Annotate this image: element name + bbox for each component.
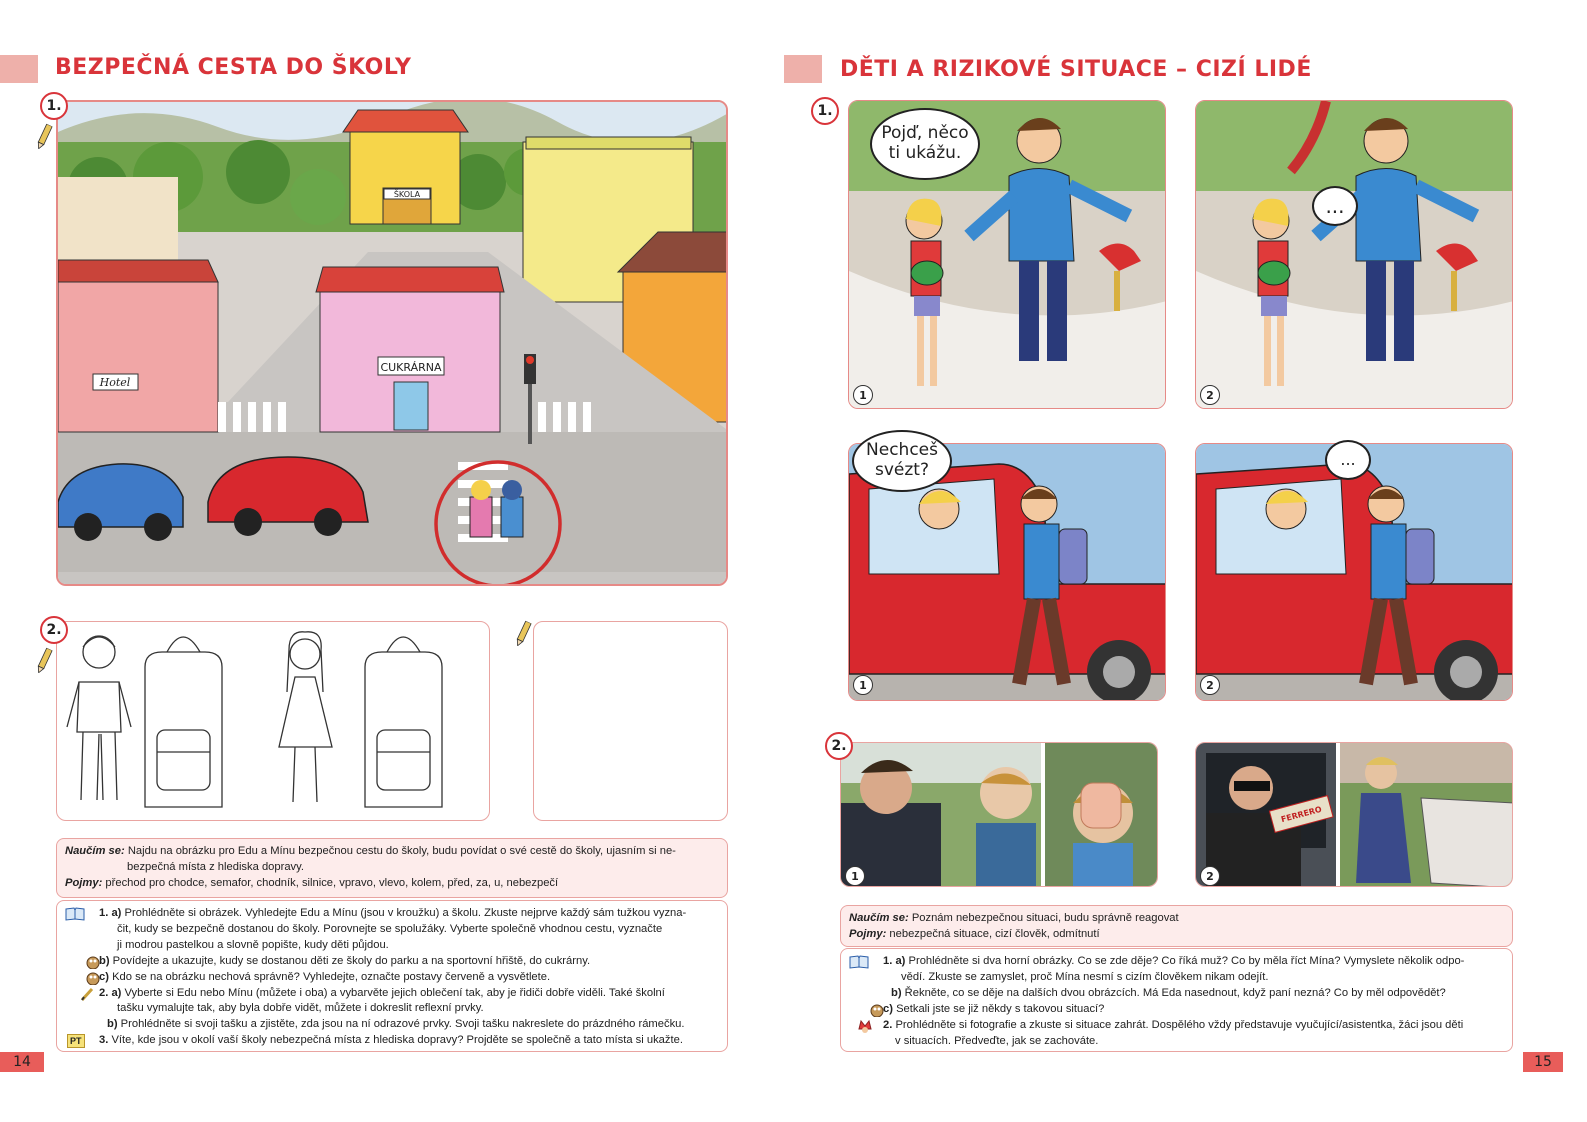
terms-text: nebezpečná situace, cizí člověk, odmítnutí xyxy=(889,927,1100,940)
task-line: 2. Prohlédněte si fotografie a zkuste si situace zahrát. Dospělého vždy představuje vyučující/asistentka, žáci jsou děti xyxy=(849,1018,1504,1034)
task-line: vědí. Zkuste se zamyslet, proč Mína nesmí s cizím člověkem nikam odejít. xyxy=(901,970,1269,983)
pencil-icon xyxy=(35,648,53,675)
speech-bubble-girl: ... xyxy=(1312,186,1358,226)
task-line: 1. a) Prohlédněte si dva horní obrázky. Co se zde děje? Co říká muž? Co by měla říct Mína? Vymyslete několik odpo- xyxy=(849,954,1504,970)
learn-text: Najdu na obrázku pro Edu a Mínu bezpečnou cestu do školy, budu povídat o své cestě do školy, ujasním si ne- xyxy=(127,845,676,857)
speech-bubble-man: Pojď, něco ti ukážu. xyxy=(870,108,980,180)
photo-number: 1 xyxy=(845,866,865,886)
photo-pair-2 xyxy=(1195,742,1513,887)
learn-text-continued: bezpečná místa z hlediska dopravy. xyxy=(127,860,305,873)
learn-text: Poznám nebezpečnou situaci, budu správně reagovat xyxy=(911,912,1179,924)
task-line: 2. a) Vyberte si Edu nebo Mínu (můžete i oba) a vybarvěte jejich oblečení tak, aby je řidiči dobře viděli. Také školní xyxy=(65,986,719,1002)
task-line: c) Setkali jste se již někdy s takovou situací? xyxy=(849,1002,1504,1018)
street-scene-illustration xyxy=(56,100,728,586)
panel-number: 2 xyxy=(1200,675,1220,695)
learn-label: Naučím se: xyxy=(849,912,909,924)
task-line: tašku vymalujte tak, aby byla dobře vidět, můžete i dokreslit reflexní prvky. xyxy=(117,1002,484,1015)
right-exercise1-badge: 1. xyxy=(811,97,839,125)
pencil-icon xyxy=(35,124,53,151)
speech-bubble-woman: Nechceš svézt? xyxy=(852,430,952,492)
task-line: v situacích. Předveďte, jak se zachováte. xyxy=(895,1034,1099,1047)
task-line: čit, kudy se bezpečně dostanou do školy. Porovnejte se spolužáky. Vyberte společně vhodnou cestu, vyznačte xyxy=(117,922,663,935)
book-icon xyxy=(65,907,85,921)
right-title-tab xyxy=(784,55,822,83)
task-line: c) Kdo se na obrázku nechová správně? Vyhledejte, označte postavy červeně a vysvětlete. xyxy=(65,970,719,986)
panel-number: 1 xyxy=(853,675,873,695)
panel-number: 1 xyxy=(853,385,873,405)
terms-label: Pojmy: xyxy=(65,876,103,889)
pt-badge: PT xyxy=(67,1034,85,1048)
right-tasks-box xyxy=(840,948,1513,1052)
jester-icon xyxy=(855,1019,875,1033)
right-page-title: DĚTI A RIZIKOVÉ SITUACE – CIZÍ LIDÉ xyxy=(840,57,1312,82)
right-learn-box xyxy=(840,905,1513,947)
left-learn-box xyxy=(56,838,728,898)
task-line: b) Povídejte a ukazujte, kudy se dostanou děti ze školy do parku a na sportovní hřiště, do cukrárny. xyxy=(65,954,719,970)
left-page-number: 14 xyxy=(0,1052,44,1072)
right-page-number: 15 xyxy=(1523,1052,1563,1072)
owl-icon xyxy=(83,971,103,985)
coloring-frame xyxy=(56,621,490,821)
task-line: b) Prohlédněte si svoji tašku a zjistěte, zda jsou na ní odrazové prvky. Svoji tašku nakreslete do prázdného rámečku. xyxy=(107,1018,685,1031)
task-line: PT 3. Víte, kde jsou v okolí vaší školy nebezpečná místa z hlediska dopravy? Projděte se společně a tato místa si ukažte. xyxy=(65,1033,719,1049)
task-line: 1. a) Prohlédněte si obrázek. Vyhledejte Edu a Mínu (jsou v kroužku) a školu. Zkuste nejprve každý sám tužkou vyzna- xyxy=(65,906,719,922)
empty-drawing-frame[interactable] xyxy=(533,621,728,821)
owl-icon xyxy=(867,1003,887,1017)
speech-bubble-boy: ... xyxy=(1325,440,1371,480)
photo-sign: FERRERO xyxy=(1280,804,1323,825)
panel-number: 2 xyxy=(1200,385,1220,405)
pencil-icon xyxy=(514,621,532,648)
pastry-shop-sign: CUKRÁRNA xyxy=(380,361,442,374)
owl-icon xyxy=(83,955,103,969)
comic-panel-park-2 xyxy=(1195,100,1513,409)
book-icon xyxy=(849,955,869,969)
learn-label: Naučím se: xyxy=(65,845,125,857)
left-page-title: BEZPEČNÁ CESTA DO ŠKOLY xyxy=(55,55,412,80)
hotel-sign: Hotel xyxy=(99,376,131,389)
pencil-icon xyxy=(77,987,97,1001)
task-line: ji modrou pastelkou a slovně popište, kudy děti půjdou. xyxy=(117,938,389,951)
left-exercise1-badge: 1. xyxy=(40,92,68,120)
left-tasks-box xyxy=(56,900,728,1052)
comic-panel-car-2 xyxy=(1195,443,1513,701)
left-title-tab xyxy=(0,55,38,83)
photo-pair-1 xyxy=(840,742,1158,887)
school-sign: ŠKOLA xyxy=(393,190,421,199)
terms-label: Pojmy: xyxy=(849,927,887,940)
right-exercise2-badge: 2. xyxy=(825,732,853,760)
left-exercise2-badge: 2. xyxy=(40,616,68,644)
terms-text: přechod pro chodce, semafor, chodník, silnice, vpravo, vlevo, kolem, před, za, u, nebezpečí xyxy=(105,876,559,889)
task-line: b) Řekněte, co se děje na dalších dvou obrázcích. Má Eda nasednout, když paní nezná? Co by měl odpovědět? xyxy=(891,986,1446,999)
photo-number: 2 xyxy=(1200,866,1220,886)
